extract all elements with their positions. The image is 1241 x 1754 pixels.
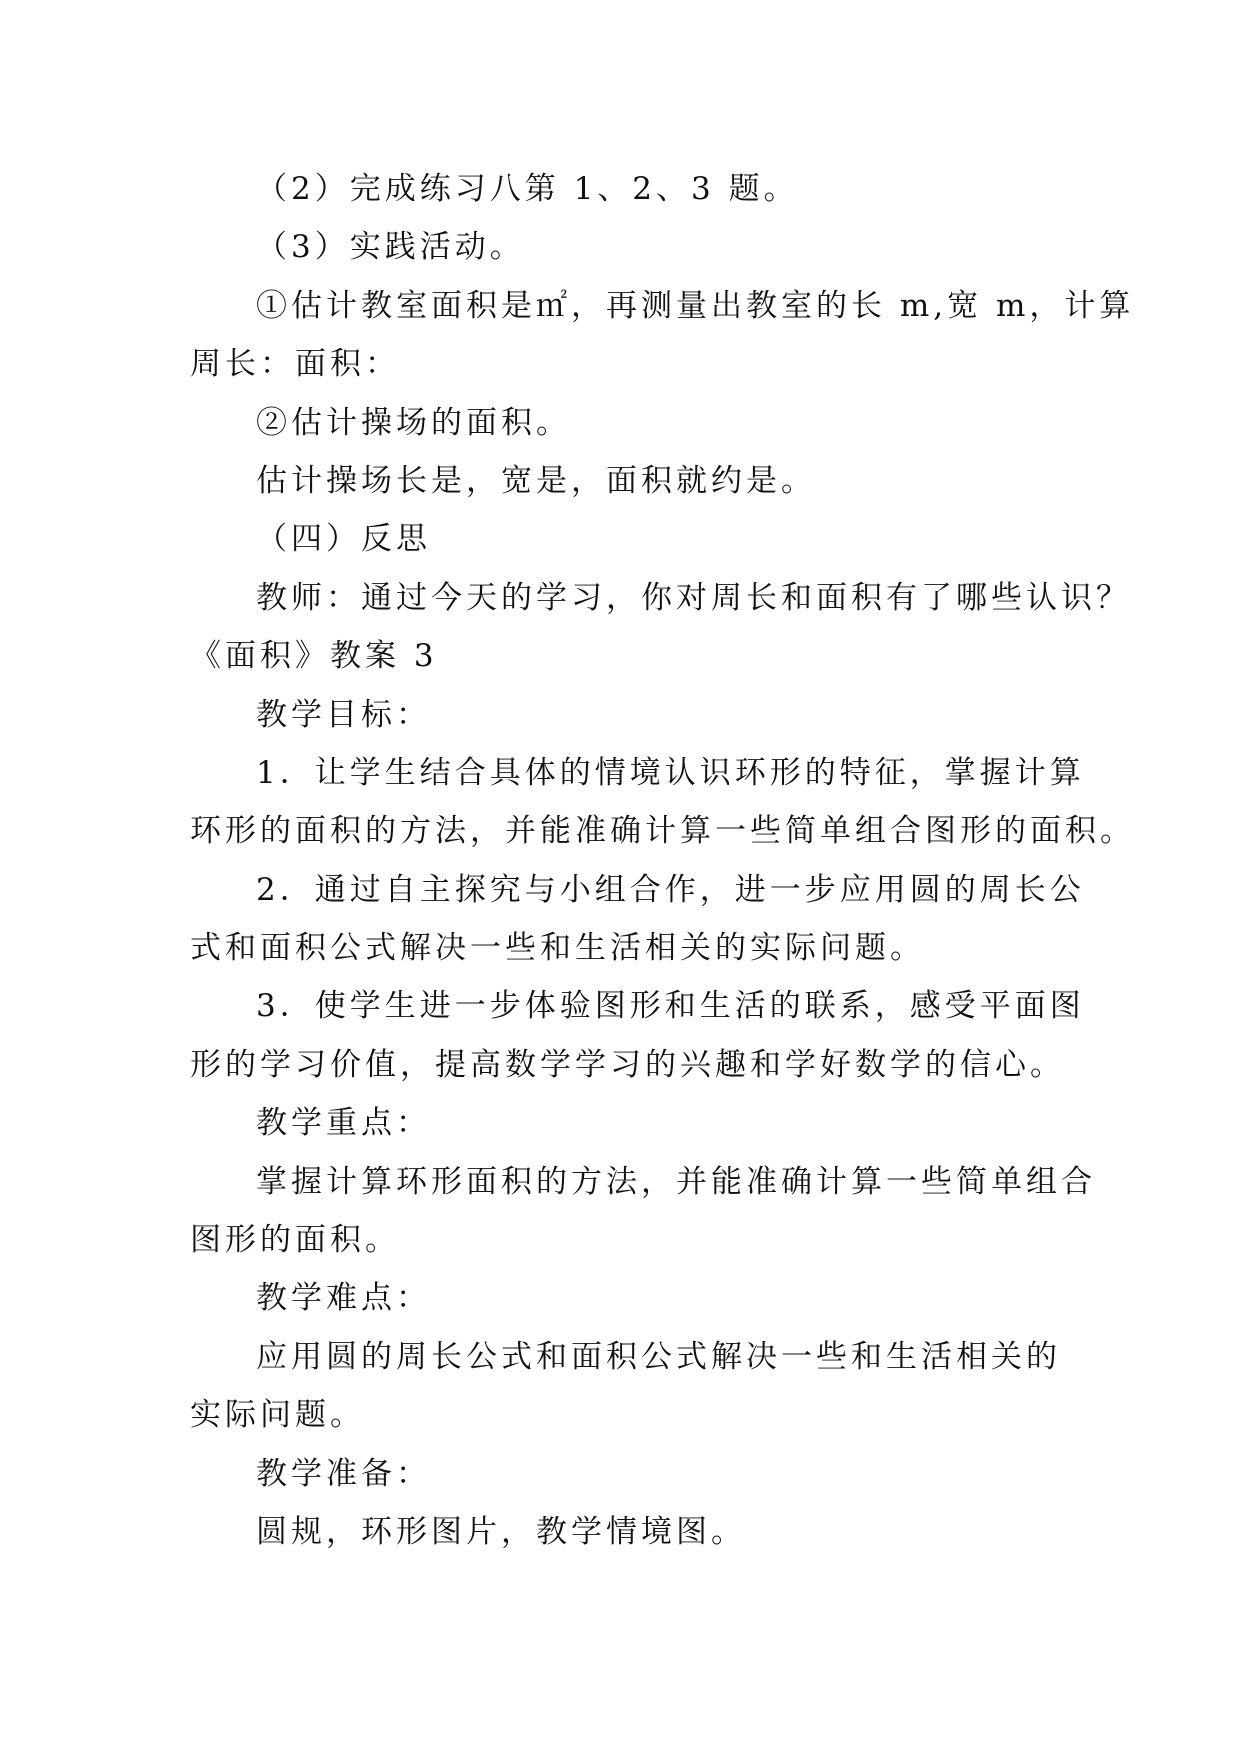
text-line: 2．通过自主探究与小组合作，进一步应用圆的周长公 — [256, 871, 1085, 908]
text-line: 周长：面积： — [190, 346, 400, 383]
text-line: ①估计教室面积是㎡，再测量出教室的长 m,宽 m，计算 — [256, 287, 1135, 324]
text-line: 教师：通过今天的学习，你对周长和面积有了哪些认识？ — [256, 579, 1131, 616]
text-line: 估计操场长是，宽是，面积就约是。 — [256, 462, 816, 499]
section-heading: 教学难点： — [256, 1280, 431, 1317]
text-line: （3）实践活动。 — [256, 229, 525, 266]
text-line: 环形的面积的方法，并能准确计算一些简单组合图形的面积。 — [190, 813, 1135, 850]
text-line: ②估计操场的面积。 — [256, 404, 571, 441]
text-line: 应用圆的周长公式和面积公式解决一些和生活相关的 — [256, 1338, 1061, 1375]
section-heading: 教学目标： — [256, 696, 431, 733]
text-line: 实际问题。 — [190, 1397, 365, 1434]
text-line: 形的学习价值，提高数学学习的兴趣和学好数学的信心。 — [190, 1046, 1065, 1083]
text-line: 式和面积公式解决一些和生活相关的实际问题。 — [190, 930, 925, 967]
text-line: 圆规，环形图片，教学情境图。 — [256, 1513, 746, 1550]
text-line: （2）完成练习八第 1、2、3 题。 — [256, 171, 799, 207]
section-heading: 教学重点： — [256, 1105, 431, 1142]
text-line: 图形的面积。 — [190, 1222, 400, 1259]
text-line: 掌握计算环形面积的方法，并能准确计算一些简单组合 — [256, 1163, 1096, 1200]
document-title: 《面积》教案 3 — [190, 638, 438, 675]
document-body — [190, 160, 1135, 1561]
section-heading: （四）反思 — [256, 521, 431, 558]
section-heading: 教学准备： — [256, 1455, 431, 1492]
text-line: 3．使学生进一步体验图形和生活的联系，感受平面图 — [256, 988, 1085, 1025]
text-line: 1．让学生结合具体的情境认识环形的特征，掌握计算 — [256, 754, 1085, 791]
